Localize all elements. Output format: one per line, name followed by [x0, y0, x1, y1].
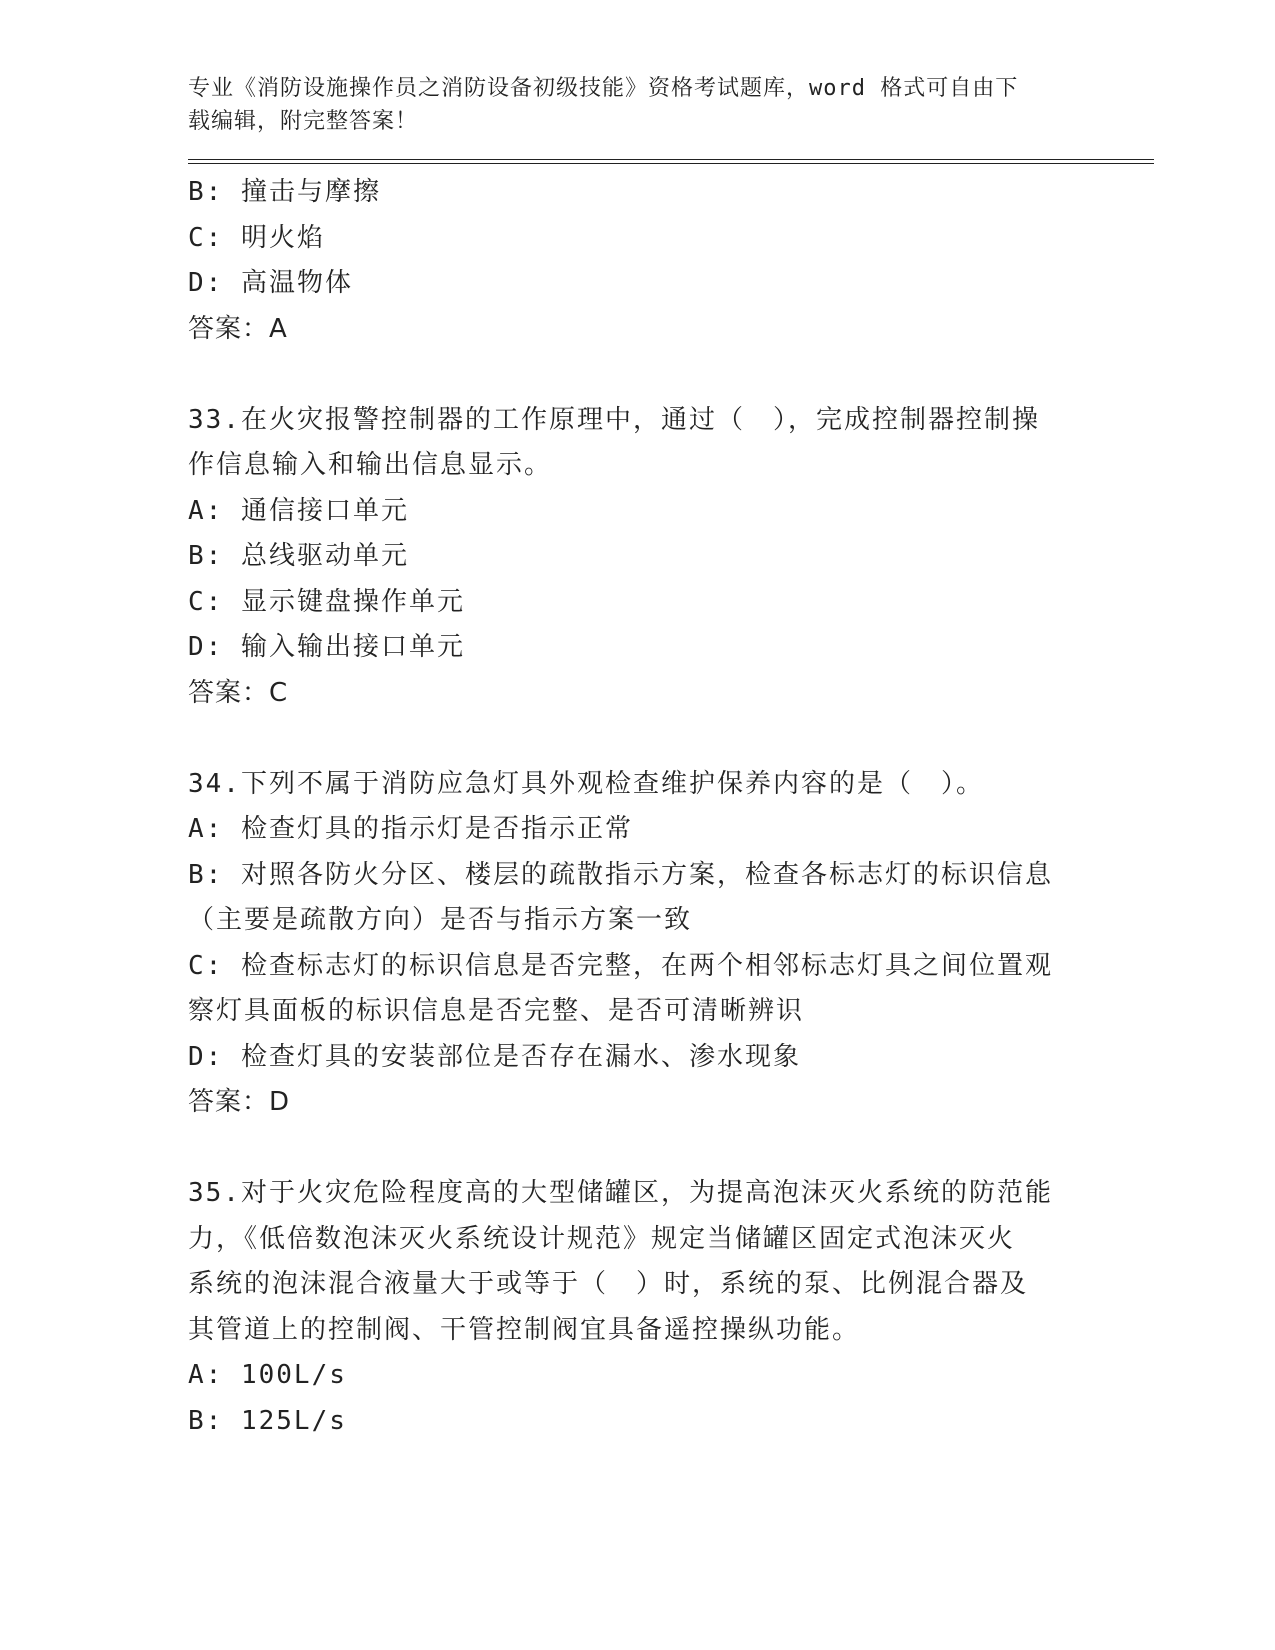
question-block-35: [188, 1171, 1108, 1444]
question-block-33: [188, 398, 1108, 717]
option-a: A: 100L/s: [188, 1360, 347, 1390]
question-list: [188, 170, 1108, 1444]
option-b: B: 总线驱动单元: [188, 541, 409, 571]
question-stem: 作信息输入和输出信息显示。: [188, 450, 553, 480]
option-d: D: 输入输出接口单元: [188, 632, 465, 662]
option-a: A: 检查灯具的指示灯是否指示正常: [188, 814, 633, 844]
header-divider: [188, 159, 1154, 164]
question-stem: 力，《低倍数泡沫灭火系统设计规范》规定当储罐区固定式泡沫灭火: [188, 1223, 1016, 1254]
answer-line: 答案：C: [188, 677, 289, 708]
option-c: C: 检查标志灯的标识信息是否完整，在两个相邻标志灯具之间位置观: [188, 950, 1053, 981]
divider-line: [188, 163, 1154, 164]
question-stem: 系统的泡沫混合液量大于或等于（ ）时，系统的泵、比例混合器及: [188, 1269, 1029, 1299]
document-header: [188, 72, 1108, 138]
question-block-prev: [188, 170, 1108, 352]
document-page: [188, 72, 1108, 1444]
option-d: D: 高温物体: [188, 268, 353, 298]
spacer: [188, 1126, 1108, 1172]
option-d: D: 检查灯具的安装部位是否存在漏水、渗水现象: [188, 1041, 801, 1072]
question-stem: 其管道上的控制阀、干管控制阀宜具备遥控操纵功能。: [188, 1314, 861, 1345]
divider-line: [188, 159, 1154, 160]
option-b-continued: （主要是疏散方向）是否与指示方案一致: [188, 905, 693, 935]
option-c: C: 显示键盘操作单元: [188, 586, 465, 617]
option-b: B: 对照各防火分区、楼层的疏散指示方案，检查各标志灯的标识信息: [188, 859, 1053, 890]
option-c: C: 明火焰: [188, 222, 325, 253]
question-stem: 35.对于火灾危险程度高的大型储罐区，为提高泡沫灭火系统的防范能: [188, 1178, 1053, 1208]
header-line: 专业《消防设施操作员之消防设备初级技能》资格考试题库，word 格式可自由下: [188, 76, 1019, 101]
option-b: B: 125L/s: [188, 1405, 347, 1436]
option-c-continued: 察灯具面板的标识信息是否完整、是否可清晰辨识: [188, 996, 805, 1026]
answer-line: 答案：D: [188, 1087, 291, 1117]
question-stem: 33.在火灾报警控制器的工作原理中，通过（ ），完成控制器控制操: [188, 404, 1040, 435]
question-stem: 34.下列不属于消防应急灯具外观检查维护保养内容的是（ ）。: [188, 768, 984, 799]
option-b: B: 撞击与摩擦: [188, 177, 381, 207]
answer-line: 答案：A: [188, 313, 288, 344]
option-a: A: 通信接口单元: [188, 495, 409, 526]
spacer: [188, 716, 1108, 762]
question-block-34: [188, 762, 1108, 1126]
spacer: [188, 352, 1108, 398]
header-line: 载编辑，附完整答案！: [188, 109, 419, 134]
